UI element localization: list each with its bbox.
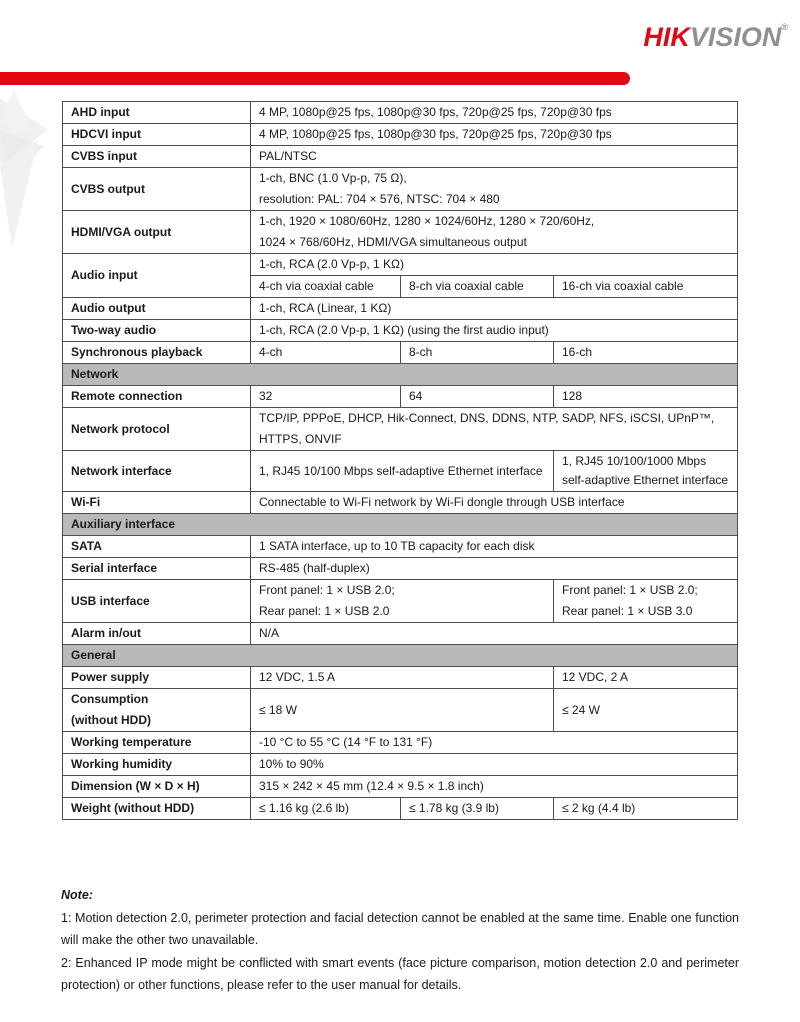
spec-label — [63, 124, 251, 146]
logo-text-red: HIK — [643, 22, 690, 52]
cell-text-line: 4-ch — [259, 345, 283, 359]
spec-value — [401, 276, 554, 298]
cell-text-line: Synchronous playback — [71, 345, 203, 359]
spec-value — [554, 689, 738, 732]
spec-value — [251, 776, 738, 798]
cell-text-line: (without HDD) — [71, 713, 151, 727]
registered-trademark-icon: ® — [781, 22, 788, 32]
spec-value — [251, 386, 401, 408]
spec-label — [63, 798, 251, 820]
cell-text-line: RS-485 (half-duplex) — [259, 561, 370, 575]
spec-value — [251, 124, 738, 146]
cell-text-line: PAL/NTSC — [259, 149, 317, 163]
cell-text-line: Rear panel: 1 × USB 2.0 — [259, 604, 390, 618]
cell-text-line: -10 °C to 55 °C (14 °F to 131 °F) — [259, 735, 433, 749]
cell-text-line: 1-ch, RCA (Linear, 1 KΩ) — [259, 301, 392, 315]
spec-label — [63, 558, 251, 580]
cell-text-line: 1-ch, RCA (2.0 Vp-p, 1 KΩ) (using the first audio input) — [259, 323, 549, 337]
hikvision-logo — [643, 22, 788, 53]
cell-text-line: 4 MP, 1080p@25 fps, 1080p@30 fps, 720p@25 fps, 720p@30 fps — [259, 105, 612, 119]
cell-text-line: 315 × 242 × 45 mm (12.4 × 9.5 × 1.8 inch) — [259, 779, 484, 793]
cell-text-line: 1-ch, RCA (2.0 Vp-p, 1 KΩ) — [259, 257, 405, 271]
spec-label — [63, 732, 251, 754]
spec-label — [63, 492, 251, 514]
spec-value — [251, 102, 738, 124]
spec-value — [251, 492, 738, 514]
cell-text-line: 1024 × 768/60Hz, HDMI/VGA simultaneous output — [259, 235, 527, 249]
spec-value — [554, 451, 738, 492]
cell-text-line: AHD input — [71, 105, 130, 119]
spec-value — [251, 754, 738, 776]
spec-label — [63, 776, 251, 798]
spec-value — [251, 580, 554, 623]
spec-row — [63, 298, 738, 320]
red-divider-bar — [0, 72, 630, 85]
spec-row — [63, 342, 738, 364]
spec-value — [251, 298, 738, 320]
cell-text-line: Audio input — [71, 268, 138, 282]
spec-label — [63, 386, 251, 408]
spec-value — [554, 342, 738, 364]
logo-text-gray: VISION — [689, 22, 782, 52]
section-label: General — [63, 645, 738, 667]
section-row — [63, 645, 738, 667]
spec-value — [251, 168, 738, 211]
spec-label — [63, 254, 251, 298]
cell-text-line: ≤ 1.78 kg (3.9 lb) — [409, 801, 499, 815]
spec-value — [251, 689, 554, 732]
cell-text-line: Connectable to Wi-Fi network by Wi-Fi dongle through USB interface — [259, 495, 625, 509]
spec-value — [251, 320, 738, 342]
cell-text-line: ≤ 2 kg (4.4 lb) — [562, 801, 636, 815]
cell-text-line: 8-ch via coaxial cable — [409, 279, 524, 293]
cell-text-line: 128 — [562, 389, 583, 403]
spec-row — [63, 776, 738, 798]
cell-text-line: 16-ch — [562, 345, 593, 359]
cell-text-line: Working humidity — [71, 757, 173, 771]
spec-row — [63, 386, 738, 408]
spec-label — [63, 342, 251, 364]
spec-value — [554, 276, 738, 298]
spec-value — [251, 732, 738, 754]
spec-label — [63, 168, 251, 211]
spec-row — [63, 408, 738, 451]
spec-value — [251, 146, 738, 168]
note-item-1: 1: Motion detection 2.0, perimeter protection and facial detection cannot be enabled at the same time. Enable one function will make the other two unavailable. — [61, 910, 739, 947]
cell-text-line: 4-ch via coaxial cable — [259, 279, 374, 293]
cell-text-line: 8-ch — [409, 345, 433, 359]
spec-value — [251, 408, 738, 451]
cell-text-line: resolution: PAL: 704 × 576, NTSC: 704 × 480 — [259, 192, 500, 206]
cell-text-line: TCP/IP, PPPoE, DHCP, Hik-Connect, DNS, DDNS, NTP, SADP, NFS, iSCSI, UPnP™, — [259, 411, 715, 425]
cell-text-line: 12 VDC, 2 A — [562, 670, 629, 684]
spec-row — [63, 320, 738, 342]
spec-row — [63, 558, 738, 580]
cell-text-line: HDCVI input — [71, 127, 141, 141]
spec-value — [251, 276, 401, 298]
spec-label — [63, 667, 251, 689]
spec-row — [63, 211, 738, 254]
spec-value — [251, 254, 738, 276]
spec-value — [251, 667, 554, 689]
spec-value — [251, 798, 401, 820]
spec-row — [63, 667, 738, 689]
spec-label — [63, 320, 251, 342]
spec-label — [63, 689, 251, 732]
cell-text-line: Power supply — [71, 670, 150, 684]
cell-text-line: 1 SATA interface, up to 10 TB capacity for each disk — [259, 539, 535, 553]
spec-row — [63, 623, 738, 645]
cell-text-line: 32 — [259, 389, 273, 403]
cell-text-line: ≤ 18 W — [259, 702, 297, 717]
spec-row — [63, 580, 738, 623]
cell-text-line: 1, RJ45 10/100 Mbps self-adaptive Ethernet interface — [259, 463, 543, 478]
cell-text-line: Two-way audio — [71, 323, 157, 337]
spec-label — [63, 298, 251, 320]
spec-label — [63, 451, 251, 492]
cell-text-line: N/A — [259, 626, 280, 640]
spec-label — [63, 580, 251, 623]
spec-value — [251, 623, 738, 645]
cell-text-line: 12 VDC, 1.5 A — [259, 670, 336, 684]
cell-text-line: HTTPS, ONVIF — [259, 432, 342, 446]
cell-text-line: Front panel: 1 × USB 2.0; — [562, 583, 698, 597]
spec-row — [63, 102, 738, 124]
cell-text-line: CVBS output — [71, 181, 145, 196]
cell-text-line: Network protocol — [71, 421, 170, 436]
cell-text-line: Serial interface — [71, 561, 158, 575]
cell-text-line: SATA — [71, 539, 102, 553]
spec-row — [63, 536, 738, 558]
section-label: Network — [63, 364, 738, 386]
cell-text-line: Network interface — [71, 463, 172, 478]
cell-text-line: Alarm in/out — [71, 626, 142, 640]
spec-value — [554, 580, 738, 623]
spec-table — [62, 101, 738, 820]
cell-text-line: USB interface — [71, 593, 150, 608]
note-heading: Note: — [61, 888, 93, 902]
spec-row — [63, 254, 738, 276]
cell-text-line: Remote connection — [71, 389, 183, 403]
note-item-2: 2: Enhanced IP mode might be conflicted with smart events (face picture comparison, motion detection 2.0 and perimeter protection) or other functions, please refer to the user manual for details. — [61, 955, 739, 992]
spec-row — [63, 798, 738, 820]
watermark-graphic — [0, 88, 60, 258]
spec-value — [554, 386, 738, 408]
spec-label — [63, 623, 251, 645]
spec-row — [63, 146, 738, 168]
spec-row — [63, 451, 738, 492]
cell-text-line: ≤ 24 W — [562, 702, 600, 717]
cell-text-line: 1, RJ45 10/100/1000 Mbps self-adaptive Ethernet interface — [562, 454, 729, 487]
notes-section — [61, 884, 739, 997]
spec-row — [63, 124, 738, 146]
cell-text-line: Rear panel: 1 × USB 3.0 — [562, 604, 693, 618]
cell-text-line: Dimension (W × D × H) — [71, 779, 200, 793]
cell-text-line: ≤ 1.16 kg (2.6 lb) — [259, 801, 349, 815]
spec-value — [554, 667, 738, 689]
spec-label — [63, 211, 251, 254]
cell-text-line: CVBS input — [71, 149, 137, 163]
spec-value — [251, 558, 738, 580]
spec-row — [63, 689, 738, 732]
spec-value — [554, 798, 738, 820]
section-label: Auxiliary interface — [63, 514, 738, 536]
spec-label — [63, 102, 251, 124]
cell-text-line: Front panel: 1 × USB 2.0; — [259, 583, 395, 597]
spec-value — [401, 798, 554, 820]
section-row — [63, 514, 738, 536]
cell-text-line: Audio output — [71, 301, 146, 315]
spec-row — [63, 754, 738, 776]
cell-text-line: 10% to 90% — [259, 757, 324, 771]
cell-text-line: 1-ch, BNC (1.0 Vp-p, 75 Ω), — [259, 171, 407, 185]
spec-row — [63, 732, 738, 754]
spec-row — [63, 168, 738, 211]
spec-value — [401, 386, 554, 408]
cell-text-line: 64 — [409, 389, 423, 403]
cell-text-line: 4 MP, 1080p@25 fps, 1080p@30 fps, 720p@25 fps, 720p@30 fps — [259, 127, 612, 141]
spec-value — [251, 536, 738, 558]
spec-label — [63, 146, 251, 168]
section-row — [63, 364, 738, 386]
spec-label — [63, 536, 251, 558]
spec-label — [63, 754, 251, 776]
cell-text-line: 16-ch via coaxial cable — [562, 279, 684, 293]
cell-text-line: Working temperature — [71, 735, 192, 749]
cell-text-line: 1-ch, 1920 × 1080/60Hz, 1280 × 1024/60Hz, 1280 × 720/60Hz, — [259, 214, 595, 228]
spec-row — [63, 492, 738, 514]
cell-text-line: Wi-Fi — [71, 495, 101, 509]
cell-text-line: Weight (without HDD) — [71, 801, 195, 815]
spec-value — [251, 342, 401, 364]
spec-value — [251, 211, 738, 254]
spec-value — [401, 342, 554, 364]
spec-table-body — [63, 102, 738, 820]
cell-text-line: HDMI/VGA output — [71, 224, 172, 239]
spec-label — [63, 408, 251, 451]
spec-value — [251, 451, 554, 492]
cell-text-line: Consumption — [71, 692, 149, 706]
